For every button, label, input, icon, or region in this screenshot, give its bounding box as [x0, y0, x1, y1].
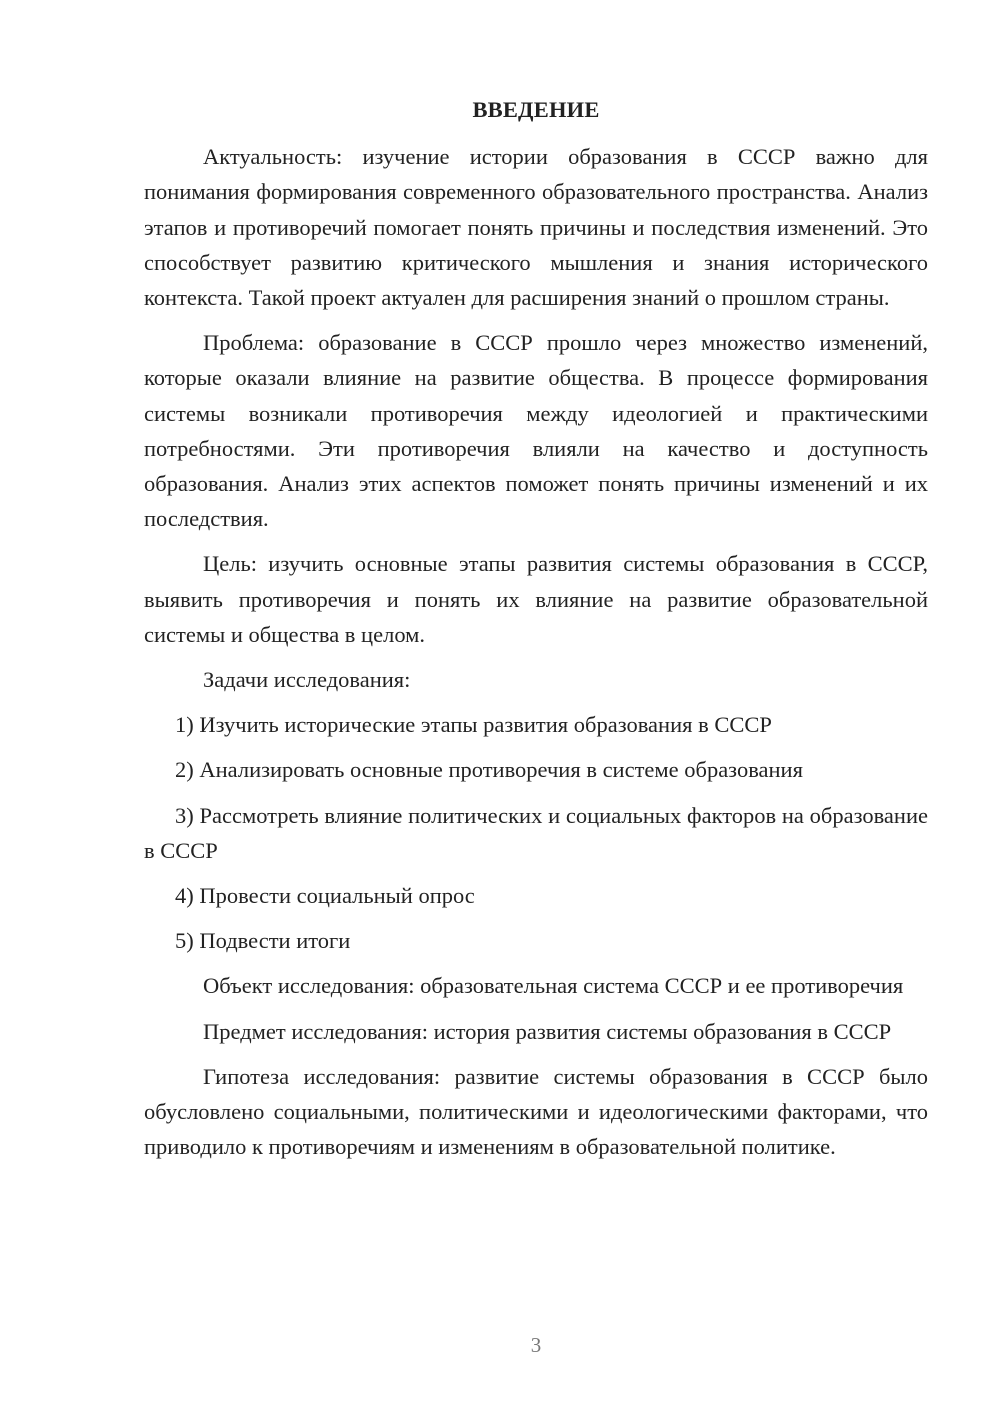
relevance-paragraph: Актуальность: изучение истории образования в СССР важно для понимания формирования современного образовательного пространства. Анализ этапов и противоречий помогает понять причины и последствия изменений. Это способствует развитию критического мышления и знания исторического контекста. Такой проект актуален для расширения знаний о прошлом страны.: [144, 144, 928, 311]
task-item-5: 5) Подвести итоги: [175, 928, 351, 954]
page-title: ВВЕДЕНИЕ: [472, 97, 600, 122]
object-paragraph: Объект исследования: образовательная система СССР и ее противоречия: [203, 973, 904, 999]
page-number: 3: [530, 1333, 542, 1357]
task-item-4: 4) Провести социальный опрос: [175, 883, 475, 909]
hypothesis-paragraph: Гипотеза исследования: развитие системы образования в СССР было обусловлено социальными, политическими и идеологическими факторами, что приводило к противоречиям и изменениям в образовательной политике.: [144, 1063, 928, 1160]
tasks-heading: Задачи исследования:: [203, 667, 411, 693]
task-item-2: 2) Анализировать основные противоречия в системе образования: [175, 757, 803, 783]
problem-paragraph: Проблема: образование в СССР прошло через множество изменений, которые оказали влияние на развитие общества. В процессе формирования системы возникали противоречия между идеологией и практическими потребностями. Эти противоречия влияли на качество и доступность образования. Анализ этих аспектов поможет понять причины изменений и их последствия.: [144, 330, 928, 532]
goal-paragraph: Цель: изучить основные этапы развития системы образования в СССР, выявить противоречия и понять их влияние на развитие образовательной системы и общества в целом.: [144, 551, 928, 647]
task-item-3: 3) Рассмотреть влияние политических и социальных факторов на образование в СССР: [144, 802, 928, 863]
subject-paragraph: Предмет исследования: история развития системы образования в СССР: [203, 1018, 892, 1044]
task-item-1: 1) Изучить исторические этапы развития образования в СССР: [175, 712, 772, 738]
page-content: [144, 92, 928, 1174]
